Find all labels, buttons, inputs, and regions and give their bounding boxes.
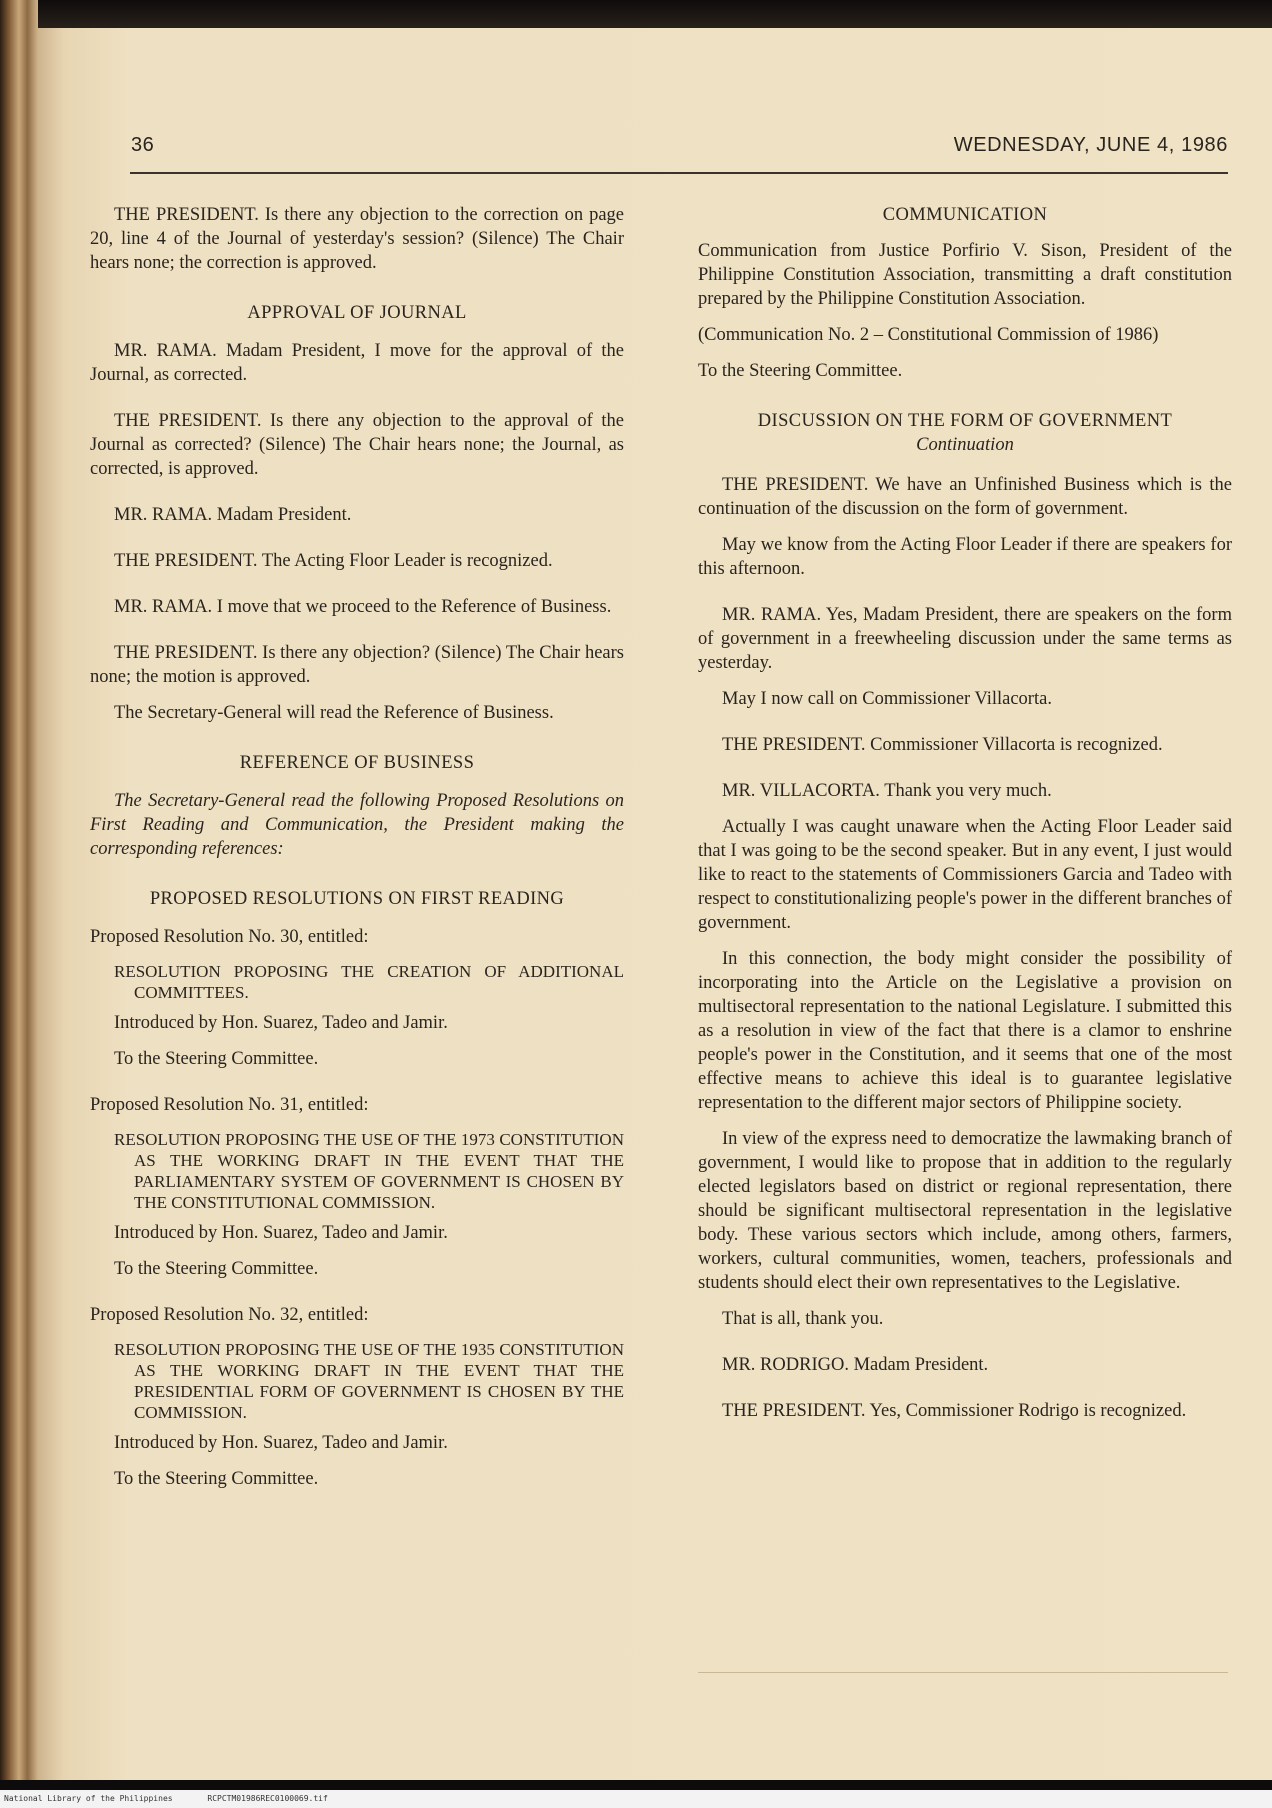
paragraph: THE PRESIDENT. The Acting Floor Leader is recognized. xyxy=(114,551,553,571)
paragraph: MR. RAMA. Yes, Madam President, there are speakers on the form of government in a freewheeling discussion under the same terms as yesterday. xyxy=(698,605,1232,673)
communication-number: (Communication No. 2 – Constitutional Commission of 1986) xyxy=(698,325,1159,345)
paragraph: THE PRESIDENT. Is there any objection to the approval of the Journal as corrected? (Silence) The Chair hears none; the Journal, as corrected, is approved. xyxy=(90,411,624,479)
resolution-referral: To the Steering Committee. xyxy=(114,1469,319,1489)
paragraph: MR. VILLACORTA. Thank you very much. xyxy=(722,781,1052,801)
paragraph: THE PRESIDENT. Yes, Commissioner Rodrigo is recognized. xyxy=(722,1401,1187,1421)
paragraph: That is all, thank you. xyxy=(722,1309,884,1329)
reference-intro: The Secretary-General read the following Proposed Resolutions on First Reading and Communication, the President making the corresponding references: xyxy=(90,791,624,859)
scan-footer xyxy=(0,1790,1272,1808)
paragraph: MR. RAMA. I move that we proceed to the Reference of Business. xyxy=(114,597,612,617)
paragraph: MR. RAMA. Madam President. xyxy=(114,505,352,525)
document-page xyxy=(38,28,1272,1780)
scan-top-border xyxy=(0,0,1272,30)
section-heading-reference-of-business: REFERENCE OF BUSINESS xyxy=(239,753,475,773)
paragraph: THE PRESIDENT. Commissioner Villacorta is recognized. xyxy=(722,735,1163,755)
paragraph: In this connection, the body might consider the possibility of incorporating into the Article on the Legislative a provision on multisectoral representation to the national Legislature. I submitted this as a resolution in view of the fact that there is a clamor to enshrine people's power in the Constitution, and it seems that one of the most effective means to achieve this ideal is to guarantee legislative representation to the different major sectors of Philippine society. xyxy=(698,949,1232,1113)
section-heading-approval-of-journal: APPROVAL OF JOURNAL xyxy=(247,303,467,323)
resolution-label: Proposed Resolution No. 32, entitled: xyxy=(90,1305,369,1325)
resolution-title: RESOLUTION PROPOSING THE USE OF THE 1935 CONSTITUTION AS THE WORKING DRAFT IN THE EVENT THAT THE PRESIDENTIAL FORM OF GOVERNMENT IS CHOSEN BY THE COMMISSION. xyxy=(114,1340,624,1422)
paragraph: THE PRESIDENT. We have an Unfinished Business which is the continuation of the discussion on the form of government. xyxy=(698,475,1232,519)
paragraph: THE PRESIDENT. Is there any objection? (Silence) The Chair hears none; the motion is approved. xyxy=(90,643,624,687)
paragraph: MR. RAMA. Madam President, I move for the approval of the Journal, as corrected. xyxy=(90,341,624,385)
scan-bottom-border xyxy=(0,1780,1272,1790)
resolution-referral: To the Steering Committee. xyxy=(114,1049,319,1069)
section-subheading-continuation: Continuation xyxy=(916,435,1014,455)
resolution-introducers: Introduced by Hon. Suarez, Tadeo and Jamir. xyxy=(114,1223,448,1243)
section-heading-proposed-resolutions: PROPOSED RESOLUTIONS ON FIRST READING xyxy=(149,889,565,909)
resolution-title: RESOLUTION PROPOSING THE USE OF THE 1973 CONSTITUTION AS THE WORKING DRAFT IN THE EVENT THAT THE PARLIAMENTARY SYSTEM OF GOVERNMENT IS CHOSEN BY THE CONSTITUTIONAL COMMISSION. xyxy=(114,1130,624,1212)
section-heading-discussion: DISCUSSION ON THE FORM OF GOVERNMENT xyxy=(757,411,1173,431)
resolution-introducers: Introduced by Hon. Suarez, Tadeo and Jamir. xyxy=(114,1013,448,1033)
paragraph: May we know from the Acting Floor Leader if there are speakers for this afternoon. xyxy=(698,535,1232,579)
resolution-introducers: Introduced by Hon. Suarez, Tadeo and Jamir. xyxy=(114,1433,448,1453)
running-head-date: WEDNESDAY, JUNE 4, 1986 xyxy=(953,134,1228,156)
resolution-referral: To the Steering Committee. xyxy=(114,1259,319,1279)
left-column xyxy=(90,203,624,1503)
section-heading-communication: COMMUNICATION xyxy=(882,205,1048,225)
footer-library: National Library of the Philippines xyxy=(4,1794,173,1803)
communication-body: Communication from Justice Porfirio V. Sison, President of the Philippine Constitution Association, transmitting a draft constitution prepared by the Philippine Constitution Association. xyxy=(698,241,1232,309)
paragraph: MR. RODRIGO. Madam President. xyxy=(722,1355,989,1375)
page-number: 36 xyxy=(131,134,155,156)
resolution-label: Proposed Resolution No. 30, entitled: xyxy=(90,927,369,947)
header-rule xyxy=(130,172,1228,174)
right-column xyxy=(698,203,1232,1435)
paragraph: May I now call on Commissioner Villacorta. xyxy=(722,689,1052,709)
book-spine xyxy=(0,0,38,1790)
resolution-title: RESOLUTION PROPOSING THE CREATION OF ADDITIONAL COMMITTEES. xyxy=(114,962,624,1002)
column-end-rule xyxy=(698,1672,1228,1673)
paragraph: Actually I was caught unaware when the Acting Floor Leader said that I was going to be the second speaker. But in any event, I just would like to react to the statements of Commissioners Garcia and Tadeo with respect to constitutionalizing people's power in the different branches of government. xyxy=(698,817,1232,933)
resolution-label: Proposed Resolution No. 31, entitled: xyxy=(90,1095,369,1115)
communication-referral: To the Steering Committee. xyxy=(698,361,903,381)
paragraph: THE PRESIDENT. Is there any objection to the correction on page 20, line 4 of the Journal of yesterday's session? (Silence) The Chair hears none; the correction is approved. xyxy=(90,205,624,273)
paragraph: In view of the express need to democratize the lawmaking branch of government, I would like to propose that in addition to the regularly elected legislators based on district or regional representation, there should be significant multisectoral representation in the legislative body. These various sectors which include, among others, farmers, workers, cultural communities, women, teachers, professionals and students should elect their own representatives to the Legislative. xyxy=(698,1129,1232,1293)
paragraph: The Secretary-General will read the Reference of Business. xyxy=(114,703,554,723)
footer-file-id: RCPCTM01986REC0100069.tif xyxy=(207,1794,328,1803)
